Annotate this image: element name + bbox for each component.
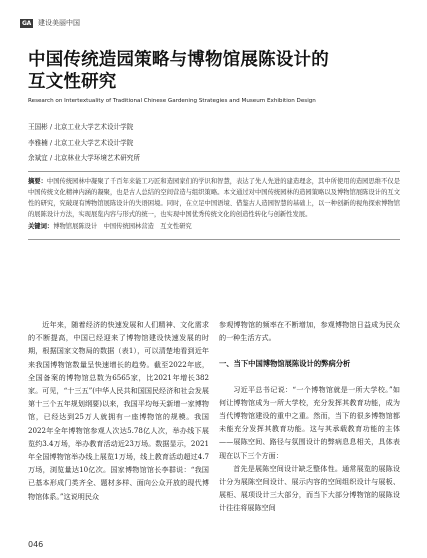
abstract-text: 中国传统园林中凝聚了千百年来能工巧匠和造园家们的学识和智慧，表达了先人先进的建造理念，其中所使用的造园思维不仅是中国传统文化精神内涵的凝聚，也是古人总结的空间营造与组织策略。本文通过对中国传统园林的造园策略以及博物馆展陈设计的互文性的研究，究破现有博物馆展陈设计的失语困境。同时，在立足中国语境、借鉴古人造园智慧的基础上，以一种创新的视角探索博物馆的展陈设计方法，实现展览内容与形式的统一，也实现中国优秀传统文化的创造性转化与创新性发展。 xyxy=(28,178,401,218)
author-line: 余斌宜 / 北京林业大学环境艺术研究所 xyxy=(28,154,140,162)
keywords xyxy=(28,222,400,233)
abstract xyxy=(28,177,400,221)
paragraph: 首先是展陈空间设计缺乏整体性。通常展览的展陈设计分为展陈空间设计、展示内容的空间组织设计与展板、展柜、展项设计三大部分，而当下大部分博物馆的展陈设计往往将展陈空间 xyxy=(219,463,400,513)
body-column-right xyxy=(219,318,400,515)
section-heading: 一、当下中国博物馆展陈设计的弊病分析 xyxy=(219,359,351,369)
title-line-1: 中国传统造园策略与博物馆展陈设计的 xyxy=(28,50,329,70)
body-column-left xyxy=(28,318,209,503)
journal-header xyxy=(20,18,80,28)
author-line: 李雅楠 / 北京工业大学艺术设计学院 xyxy=(28,138,134,147)
author-line: 王国彬 / 北京工业大学艺术设计学院 xyxy=(28,123,134,131)
english-title: Research on Intertextuality of Traditional Chinese Gardening Strategies and Museum Exhibition Design xyxy=(28,98,316,104)
paragraph: 习近平总书记说：“一个博物馆就是一所大学校。”如何让博物馆成为一所大学校，充分发挥其教育功能，成为当代博物馆建设的重中之重。然而，当下的很多博物馆都未能充分发挥其教育功能。这与其承载教育功能的主体——展陈空间、路径与氛围设计的弊病息息相关，具体表现在以下三个方面： xyxy=(219,384,400,460)
keywords-label: 关键词： xyxy=(28,222,54,230)
keywords-text: 博物馆展陈设计 中国传统园林营造 互文性研究 xyxy=(53,222,192,230)
journal-logo: GA xyxy=(20,19,33,28)
title-line-2: 互文性研究 xyxy=(28,72,117,92)
paragraph: 近年来，随着经济的快速发展和人们精神、文化需求的不断提高，中国已经迎来了博物馆建设快速发展的时期，根据国家文物局的数据（表1），可以清楚地看到近年来我国博物馆数量呈快速增长的趋势。截至2022年底，全国备案的博物馆总数为6565家，比2021年增长382家。可见，“十三五”(中华人民共和国国民经济和社会发展第十三个五年规划纲要)以来，我国平均每天新增一家博物馆，已经达到25万人就拥有一座博物馆的规模。我国2022年全年博物馆参观人次达5.78亿人次，举办线下展览约3.4万场，举办教育活动近23万场。数据显示，2021年全国博物馆举办线上展览1万场，线上教育活动超过4.7万场，浏览量达10亿次。国家博物馆馆长李群说：“我国已基本形成门类齐全、题材多样、面向公众开放的现代博物馆体系。”这说明民众 xyxy=(28,320,209,501)
author-list xyxy=(28,120,328,167)
page-number: 046 xyxy=(28,540,44,549)
abstract-label: 摘要： xyxy=(28,178,47,185)
abstract-block xyxy=(28,171,400,240)
paragraph: 参观博物馆的频率在不断增加，参观博物馆日益成为民众的一种生活方式。 xyxy=(219,320,400,343)
section-label: 建设美丽中国 xyxy=(38,19,80,27)
article-title xyxy=(28,49,408,93)
